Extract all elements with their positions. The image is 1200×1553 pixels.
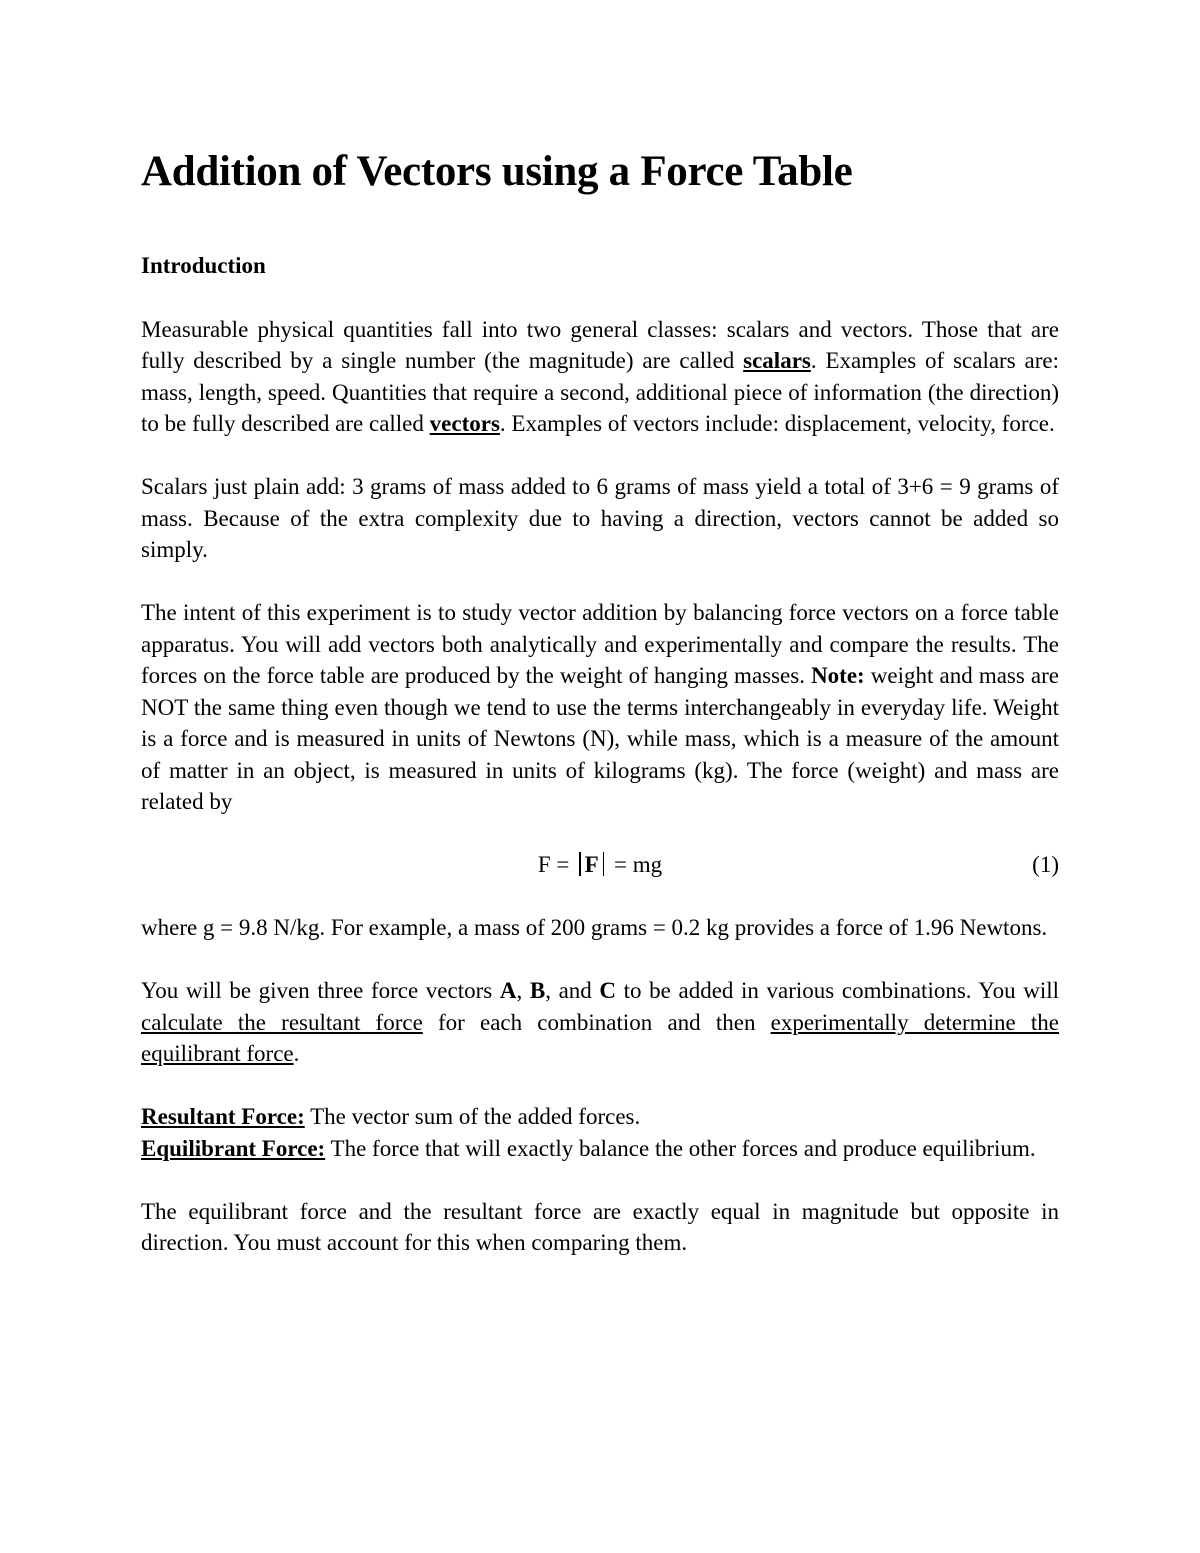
equation-rhs: = mg	[608, 852, 663, 877]
note-label: Note:	[811, 663, 865, 688]
term-vectors: vectors	[429, 411, 500, 436]
vector-a: A	[499, 978, 517, 1003]
equation-1	[141, 849, 1059, 881]
text-run: The intent of this experiment is to study vector addition by balancing force vectors on a force table apparatus. You will add vectors both analytically and experimentally and compare the results. The forces on the force table are produced by the weight of hanging masses.	[141, 600, 1059, 688]
paragraph-equilibrant-vs-resultant: The equilibrant force and the resultant force are exactly equal in magnitude but opposite in direction. You must account for this when comparing them.	[141, 1198, 1059, 1255]
term-scalars: scalars	[743, 348, 811, 373]
definition-text: The vector sum of the added forces.	[304, 1104, 641, 1129]
vector-c: C	[599, 978, 617, 1003]
text-run: weight and mass are NOT the same thing even though we tend to use the terms interchangeably in everyday life. Weight is a force and is measured in units of Newtons (N), while mass, which is a measure of the amount of matter in an object, is measured in units of kilograms (kg). The force (weight) and mass are related by	[141, 663, 1059, 814]
equation-lhs: F =	[537, 852, 576, 877]
term-equilibrant-force: Equilibrant Force:	[141, 1135, 326, 1161]
paragraph-example-weight: where g = 9.8 N/kg. For example, a mass of 200 grams = 0.2 kg provides a force of 1.96 Newtons.	[141, 915, 1048, 940]
paragraph-experiment-intent	[141, 597, 1059, 818]
underlined-calculate-resultant: calculate the resultant force	[141, 1009, 423, 1035]
paragraph-scalar-addition: Scalars just plain add: 3 grams of mass added to 6 grams of mass yield a total of 3+6 = 9 grams of mass. Because of the extra complexity due to having a direction, vectors cannot be added so simply.	[141, 474, 1059, 562]
paragraph-force-vectors	[141, 975, 1059, 1070]
abs-bar-left	[579, 852, 581, 876]
section-heading-introduction: Introduction	[141, 253, 266, 278]
term-resultant-force: Resultant Force:	[141, 1104, 305, 1129]
equation-vector-f: F	[584, 852, 599, 877]
text-run: , and	[545, 978, 600, 1003]
equation-body	[141, 849, 1059, 881]
vector-b: B	[529, 978, 546, 1003]
text-run: . Examples of vectors include: displacement, velocity, force.	[499, 411, 1055, 436]
text-run: You will be given three force vectors	[141, 978, 500, 1003]
definition-equilibrant	[141, 1133, 1059, 1165]
text-run: to be added in various combinations. You will	[616, 978, 1060, 1003]
text-run: ,	[516, 978, 530, 1003]
underlined-determine-equilibrant: experimentally determine the equilibrant force	[141, 1009, 1059, 1066]
definition-text: The force that will exactly balance the other forces and produce equilibrium.	[325, 1135, 1036, 1161]
abs-bar-right	[603, 852, 605, 876]
text-run: .	[293, 1041, 300, 1066]
text-run: for each combination and then	[422, 1009, 771, 1035]
paragraph-scalars-vectors	[141, 314, 1059, 440]
definition-resultant	[141, 1101, 1059, 1133]
text-run: . Examples of scalars are: mass, length, speed. Quantities that require a second, additional piece of information (the direction) to be fully described are called	[141, 348, 1059, 436]
document-content	[141, 138, 1059, 1259]
document-title: Addition of Vectors using a Force Table	[141, 148, 853, 195]
equation-number: (1)	[1032, 852, 1059, 877]
text-run: Measurable physical quantities fall into two general classes: scalars and vectors. Those that are fully described by a single number (the magnitude) are called	[141, 316, 1059, 373]
